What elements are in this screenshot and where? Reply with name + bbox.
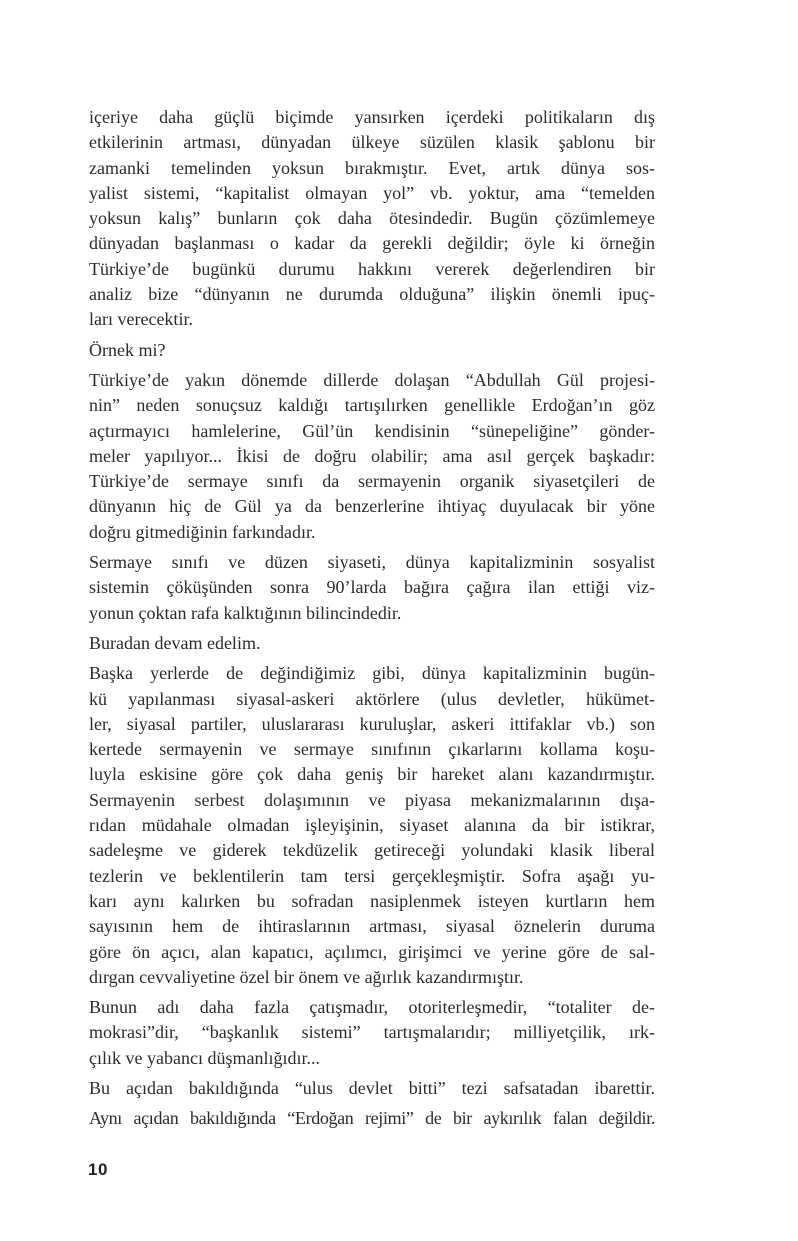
text-line: Sermayenin serbest dolaşımının ve piyasa mekanizmalarının dışa- [89,789,655,810]
text-line: karı aynı kalırken bu sofradan nasiplenmek isteyen kurtların hem [89,890,655,911]
text-line: kertede sermayenin ve sermaye sınıfının çıkarlarını kollama koşu- [89,739,655,760]
paragraph-7 [89,995,655,1071]
text-line: dünyadan başlanması o kadar da gerekli değildir; öyle ki örneğin [89,233,655,254]
paragraph-8 [89,1076,655,1101]
text-line: Bunun adı daha fazla çatışmadır, otoriterleşmedir, “totaliter de- [89,997,655,1018]
text-line: analiz bize “dünyanın ne durumda olduğuna” ilişkin önemli ipuç- [89,284,655,305]
text-line: tezlerin ve beklentilerin tam tersi gerçekleşmiştir. Sofra aşağı yu- [89,865,655,886]
text-line: Örnek mi? [89,339,166,360]
text-line: yonun çoktan rafa kalktığının bilincindedir. [89,602,402,623]
text-line: içeriye daha güçlü biçimde yansırken içerdeki politikaların dış [89,107,655,127]
paragraph-1 [89,105,655,333]
text-line: rıdan müdahale olmadan işleyişinin, siyaset alanına da bir istikrar, [89,815,655,836]
paragraph-5 [89,631,655,656]
page-number: 10 [88,1160,108,1179]
text-line: çılık ve yabancı düşmanlığıdır... [89,1047,320,1068]
text-line: sistemin çöküşünden sonra 90’larda bağıra çağıra ilan ettiği viz- [89,577,655,598]
paragraph-4 [89,550,655,626]
text-line: zamanki temelinden yoksun bırakmıştır. Evet, artık dünya sos- [89,157,655,178]
text-line: kü yapılanması siyasal-askeri aktörlere (ulus devletler, hükümet- [89,688,655,709]
text-line: Türkiye’de yakın dönemde dillerde dolaşan “Abdullah Gül projesi- [89,369,655,390]
paragraph-6 [89,661,655,990]
text-line: dırgan cevvaliyetine özel bir önem ve ağırlık kazandırmıştır. [89,966,524,987]
paragraph-3 [89,368,655,545]
text-line: Sermaye sınıfı ve düzen siyaseti, dünya kapitalizminin sosyalist [89,552,655,573]
text-line: doğru gitmediğinin farkındadır. [89,521,316,542]
text-line: Aynı açıdan bakıldığında “Erdoğan rejimi” de bir aykırılık falan değildir. [89,1108,655,1129]
text-line: dünyanın hiç de Gül ya da benzerlerine ihtiyaç duyulacak bir yöne [89,496,655,517]
text-line: Bu açıdan bakıldığında “ulus devlet bitti” tezi safsatadan ibarettir. [89,1077,655,1098]
text-line: Başka yerlerde de değindiğimiz gibi, dünya kapitalizminin bugün- [89,663,655,684]
text-line: yoksun kalış” bunların çok daha ötesindedir. Bugün çözümlemeye [89,208,655,229]
text-line: luyla eskisine göre çok daha geniş bir hareket alanı kazandırmıştır. [89,764,655,785]
page-text [89,105,655,1132]
text-line: göre ön açıcı, alan kapatıcı, açılımcı, girişimci ve yerine göre de sal- [89,941,655,962]
text-line: yalist sistemi, “kapitalist olmayan yol” vb. yoktur, ama “temelden [89,182,655,203]
text-line: ler, siyasal partiler, uluslararası kuruluşlar, askeri ittifaklar vb.) son [89,713,655,734]
text-line: Türkiye’de bugünkü durumu hakkını vererek değerlendiren bir [89,258,655,279]
text-line: nin” neden sonuçsuz kaldığı tartışılırken genellikle Erdoğan’ın göz [89,395,655,416]
text-line: sadeleşme ve giderek tekdüzelik getireceği yolundaki klasik liberal [89,840,655,861]
text-line: Türkiye’de sermaye sınıfı da sermayenin organik siyasetçileri de [89,471,655,492]
text-line: Buradan devam edelim. [89,632,261,653]
text-line: sayısının hem de ihtiraslarının artması, siyasal öznelerin duruma [89,916,655,937]
text-line: açtırmayıcı hamlelerine, Gül’ün kendisinin “sünepeliğine” gönder- [89,420,655,441]
text-line: mokrasi”dir, “başkanlık sistemi” tartışmalarıdır; milliyetçilik, ırk- [89,1022,655,1043]
text-line: meler yapılıyor... İkisi de doğru olabilir; ama asıl gerçek başkadır: [89,445,655,466]
paragraph-9 [89,1106,655,1131]
paragraph-2 [89,338,655,363]
text-line: ları verecektir. [89,309,193,330]
text-line: etkilerinin artması, dünyadan ülkeye süzülen klasik şablonu bir [89,132,655,153]
